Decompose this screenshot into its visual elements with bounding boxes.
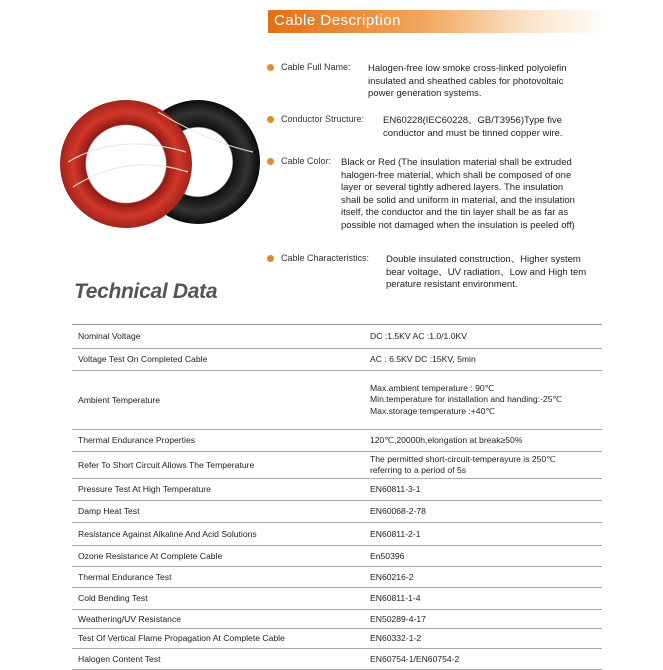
property-name: Halogen Content Test: [78, 653, 161, 664]
property-name: Damp Heat Test: [78, 506, 140, 516]
desc-label: Cable Full Name:: [281, 62, 351, 72]
desc-line: halogen-free material, which shall be composed of one: [341, 169, 572, 181]
value-line: Max.ambient temperature : 90℃: [370, 382, 495, 393]
property-value: [370, 614, 426, 624]
property-name: Thermal Endurance Properties: [78, 435, 196, 445]
value-line: DC :1.5KV AC :1.0/1.0KV: [370, 331, 467, 341]
table-row: [72, 567, 602, 588]
desc-label: Cable Characteristics:: [281, 253, 370, 263]
value-line: EN50289-4-17: [370, 613, 426, 624]
table-row: [72, 452, 602, 479]
value-line: referring to a period of 5s: [370, 465, 467, 475]
value-line: En50396: [370, 550, 405, 561]
value-line: EN60754-1/EN60754-2: [370, 653, 460, 664]
desc-line: Black or Red (The insulation material shall be extruded: [341, 157, 572, 168]
banner-title: Cable Description: [274, 12, 401, 29]
technical-data-table: [72, 324, 602, 670]
desc-text: [368, 63, 604, 101]
table-row: [72, 629, 602, 649]
value-line: AC : 6.5KV DC :15KV, 5min: [370, 354, 476, 364]
property-value: [370, 593, 420, 603]
property-name: Test Of Vertical Flame Propagation At Complete Cable: [78, 633, 285, 643]
desc-label: Conductor Structure:: [281, 114, 365, 124]
property-name: Cold Bending Test: [78, 593, 148, 603]
value-line: Min.temperature for installation and handing:-25℃: [370, 394, 563, 405]
table-row: [72, 649, 602, 670]
value-line: EN60811-3-1: [370, 484, 421, 494]
desc-line: itself, the conductor and the tin layer shall be as far as: [341, 207, 569, 219]
property-name: Nominal Voltage: [78, 331, 141, 341]
property-value: [370, 354, 476, 364]
property-value: [370, 529, 420, 539]
value-line: The permitted short-circuit-temperayure is 250℃: [370, 453, 556, 464]
bullet-dot-icon: [267, 158, 274, 165]
property-name: Voltage Test On Completed Cable: [78, 354, 208, 364]
desc-text: [383, 115, 604, 140]
table-row: [72, 325, 602, 349]
table-row: [72, 501, 602, 523]
property-name: Weathering/UV Resistance: [78, 613, 182, 624]
bullet-dot-icon: [267, 64, 274, 71]
table-row: [72, 546, 602, 567]
property-value: [370, 506, 426, 516]
value-line: EN60216-2: [370, 571, 414, 582]
value-line: EN60068-2-78: [370, 506, 426, 516]
property-value: [370, 435, 522, 446]
table-row: [72, 349, 602, 371]
property-value: [370, 633, 421, 643]
property-name: Pressure Test At High Temperature: [78, 484, 211, 494]
property-value: [370, 484, 420, 494]
desc-line: possible not damaged when the insulation is peeled off): [341, 219, 575, 231]
desc-line: insulated and sheathed cables for photovoltaic: [368, 75, 564, 87]
value-line: Max.storage temperature :+40℃: [370, 405, 496, 416]
desc-line: power generation systems.: [368, 88, 482, 100]
technical-data-heading: Technical Data: [74, 280, 218, 303]
desc-line: Double insulated construction、Higher system: [386, 254, 581, 265]
cable-coils-image: [58, 92, 260, 232]
value-line: EN60332-1-2: [370, 633, 422, 643]
table-row: [72, 371, 602, 430]
table-row: [72, 430, 602, 452]
desc-line: Halogen-free low smoke cross-linked polyolefin: [368, 63, 567, 74]
property-value: [370, 551, 404, 561]
property-value: [370, 383, 562, 418]
desc-line: perature resistant environment.: [386, 279, 518, 291]
table-row: [72, 588, 602, 610]
property-name: Ambient Temperature: [78, 394, 161, 405]
property-name: Refer To Short Circuit Allows The Temperature: [78, 459, 255, 470]
desc-line: shall be solid and uniform in material, and the insulation: [341, 194, 575, 206]
desc-text: [386, 254, 604, 292]
property-name: Ozone Resistance At Complete Cable: [78, 550, 223, 561]
table-row: [72, 479, 602, 501]
property-name: Resistance Against Alkaline And Acid Solutions: [78, 528, 257, 539]
bullet-dot-icon: [267, 116, 274, 123]
desc-line: bear voltage、UV radiation、Low and High tem: [386, 266, 587, 278]
bullet-dot-icon: [267, 255, 274, 262]
desc-label: Cable Color:: [281, 156, 332, 166]
property-value: [370, 654, 459, 664]
value-line: EN60811-1-4: [370, 593, 421, 603]
property-name: Thermal Endurance Test: [78, 571, 172, 582]
desc-line: conductor and must be tinned copper wire.: [383, 127, 563, 139]
table-row: [72, 523, 602, 546]
desc-text: [341, 157, 604, 233]
value-line: 120℃,20000h,elongation at break≥50%: [370, 435, 523, 445]
desc-line: layer or several tightly adhered layers. The insulation: [341, 182, 564, 194]
table-row: [72, 610, 602, 629]
desc-line: EN60228(IEC60228、GB/T3956)Type five: [383, 115, 563, 126]
property-value: [370, 454, 556, 477]
property-value: [370, 572, 413, 582]
section-banner: [268, 10, 608, 33]
value-line: EN60811-2-1: [370, 528, 421, 539]
property-value: [370, 331, 467, 341]
